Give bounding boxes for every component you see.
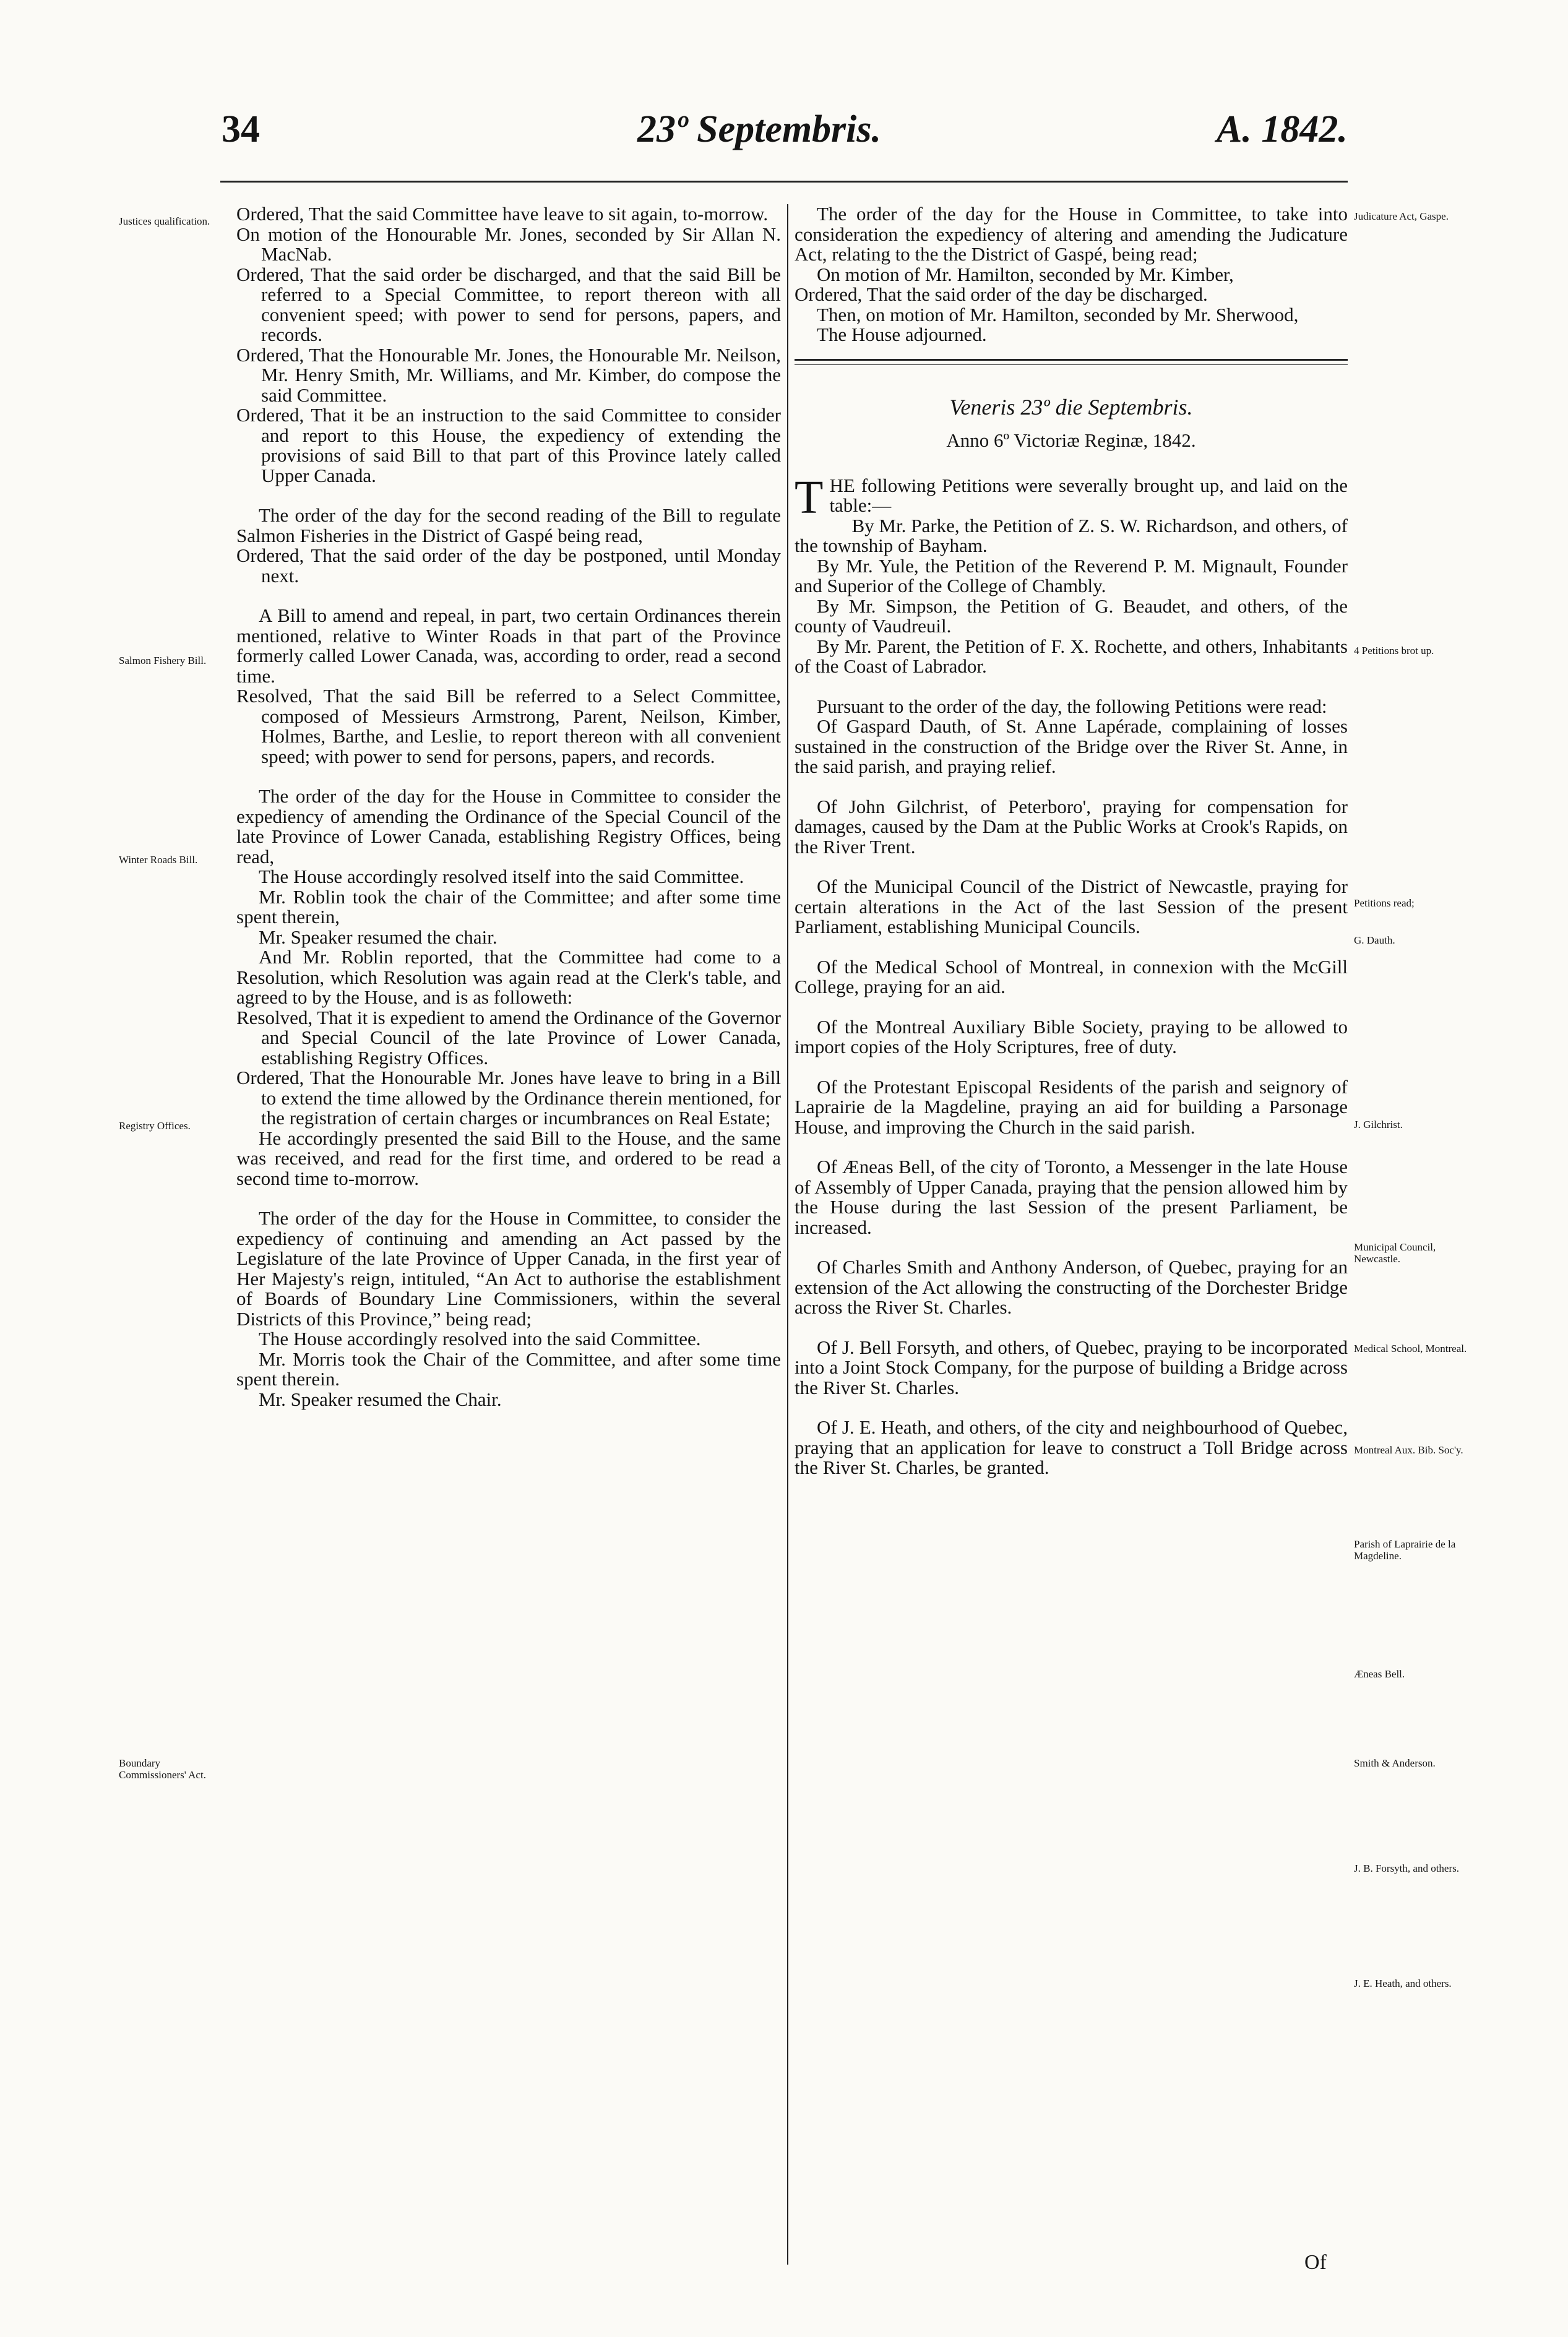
petition: Of John Gilchrist, of Peterboro', praying for compensation for damages, caused by the Dam at the Public Works at Crook's Rapids, on the River Trent.	[795, 795, 1348, 858]
margin-note: J. B. Forsyth, and others.	[1354, 1862, 1459, 1874]
header-rule	[220, 181, 1348, 183]
page-date: 23º Septembris.	[637, 108, 882, 150]
day-heading: Veneris 23º die Septembris.	[949, 394, 1193, 420]
right-column	[795, 204, 1348, 1478]
paragraph: Mr. Roblin took the chair of the Committee; and after some time spent therein,	[236, 885, 781, 927]
paragraph: He accordingly presented the said Bill to the House, and the same was received, and read for the first time, and ordered to be read a second time to-morrow.	[236, 1127, 781, 1189]
paragraph: Mr. Morris took the Chair of the Committee, and after some time spent therein.	[236, 1348, 781, 1390]
margin-note: Medical School, Montreal.	[1354, 1343, 1467, 1354]
paragraph: And Mr. Roblin reported, that the Committee had come to a Resolution, which Resolution was again read at the Clerk's table, and agreed to by the House, and is as followeth:	[236, 946, 781, 1008]
paragraph: The order of the day for the second reading of the Bill to regulate Salmon Fisheries in the District of Gaspé being read,	[236, 504, 781, 546]
intro-text: HE following Petitions were severally brought up, and laid on the table:—	[829, 474, 1348, 516]
petition: Of Charles Smith and Anthony Anderson, of Quebec, praying for an extension of the Act allowing the constructing of the Dorchester Bridge across the River St. Charles.	[795, 1256, 1348, 1318]
petitions-intro	[795, 471, 1348, 523]
section-double-rule	[795, 359, 1348, 365]
paragraph: The House accordingly resolved into the said Committee.	[259, 1328, 701, 1349]
paragraph: By Mr. Parent, the Petition of F. X. Rochette, and others, Inhabitants of the Coast of Labrador.	[795, 635, 1348, 677]
paragraph: The order of the day for the House in Committee to consider the expediency of amending the Ordinance of the Special Council of the late Province of Lower Canada, establishing Registry Offices, being read,	[236, 785, 781, 867]
margin-note: Registry Offices.	[119, 1120, 191, 1132]
paragraph: Mr. Speaker resumed the Chair.	[259, 1388, 502, 1410]
paragraph: The House accordingly resolved itself into the said Committee.	[259, 866, 744, 887]
margin-note: Judicature Act, Gaspe.	[1354, 210, 1449, 222]
paragraph: Ordered, That the Honourable Mr. Jones have leave to bring in a Bill to extend the time allowed by the Ordinance therein mentioned, for the registration of certain charges or incumbrances on Real Estate;	[236, 1067, 781, 1129]
petition: Of Gaspard Dauth, of St. Anne Lapérade, complaining of losses sustained in the construction of the Bridge over the River St. Anne, in the said parish, and praying relief.	[795, 715, 1348, 777]
margin-note: J. Gilchrist.	[1354, 1119, 1403, 1130]
paragraph: By Mr. Yule, the Petition of the Reverend P. M. Mignault, Founder and Superior of the College of Chambly.	[795, 554, 1348, 596]
drop-cap: T	[795, 471, 824, 523]
paragraph: On motion of Mr. Hamilton, seconded by Mr. Kimber,	[817, 263, 1234, 285]
margin-note: Æneas Bell.	[1354, 1668, 1405, 1680]
margin-note: J. E. Heath, and others.	[1354, 1978, 1452, 1989]
catchword: Of	[1304, 2251, 1327, 2274]
anno-line: Anno 6º Victoriæ Reginæ, 1842.	[946, 429, 1196, 451]
margin-note: G. Dauth.	[1354, 934, 1395, 946]
petition: Of the Medical School of Montreal, in connexion with the McGill College, praying for an aid.	[795, 955, 1348, 997]
petition: Of the Montreal Auxiliary Bible Society, praying to be allowed to import copies of the Holy Scriptures, free of duty.	[795, 1015, 1348, 1057]
paragraph: On motion of the Honourable Mr. Jones, seconded by Sir Allan N. MacNab.	[236, 223, 781, 265]
margin-note: Justices qualification.	[119, 215, 210, 227]
margin-note: Salmon Fishery Bill.	[119, 655, 207, 666]
paragraph: Then, on motion of Mr. Hamilton, seconded by Mr. Sherwood,	[817, 303, 1299, 325]
margin-note: Montreal Aux. Bib. Soc'y.	[1354, 1444, 1463, 1456]
page-number: 34	[222, 108, 260, 150]
petition: Of the Protestant Episcopal Residents of the parish and seignory of Laprairie de la Magdeline, praying an aid for building a Parsonage House, and improving the Church in the said parish.	[795, 1075, 1348, 1138]
paragraph: Ordered, That the Honourable Mr. Jones, the Honourable Mr. Neilson, Mr. Henry Smith, Mr. Williams, and Mr. Kimber, do compose the said Committee.	[236, 343, 781, 406]
margin-note: Petitions read;	[1354, 897, 1415, 909]
margin-note: Smith & Anderson.	[1354, 1757, 1436, 1769]
paragraph: The House adjourned.	[817, 324, 987, 345]
paragraph: Ordered, That the said order of the day be postponed, until Monday next.	[236, 544, 781, 587]
paragraph: By Mr. Parke, the Petition of Z. S. W. Richardson, and others, of the township of Bayham.	[795, 514, 1348, 556]
paragraph: Resolved, That it is expedient to amend the Ordinance of the Governor and Special Council of the late Province of Lower Canada, establishing Registry Offices.	[236, 1006, 781, 1069]
paragraph: Resolved, That the said Bill be referred to a Select Committee, composed of Messieurs Armstrong, Parent, Neilson, Kimber, Holmes, Barthe, and Leslie, to report thereon with all convenient speed; with power to send for persons, papers, and records.	[236, 685, 781, 767]
paragraph: A Bill to amend and repeal, in part, two certain Ordinances therein mentioned, relative to Winter Roads in that part of the Province formerly called Lower Canada, was, according to order, read a second time.	[236, 605, 781, 687]
paragraph: By Mr. Simpson, the Petition of G. Beaudet, and others, of the county of Vaudreuil.	[795, 595, 1348, 637]
paragraph: Ordered, That the said order be discharged, and that the said Bill be referred to a Special Committee, to report thereon with all convenient speed; with power to send for persons, papers, and records.	[236, 263, 781, 345]
paragraph: The order of the day for the House in Committee, to consider the expediency of continuing and amending an Act passed by the Legislature of the late Province of Upper Canada, in the first year of Her Majesty's reign, intituled, “An Act to authorise the establishment of Boards of Boundary Line Commissioners, within the several Districts of this Province,” being read;	[236, 1207, 781, 1330]
paragraph: The order of the day for the House in Committee, to take into consideration the expediency of altering and amending the Judicature Act, relating to the the District of Gaspé, being read;	[795, 203, 1348, 265]
left-column	[236, 204, 781, 1410]
margin-note: Parish of Laprairie de la Magdeline.	[1354, 1538, 1456, 1562]
petition: Of the Municipal Council of the District of Newcastle, praying for certain alterations in the Act of the last Session of the present Parliament, establishing Municipal Councils.	[795, 876, 1348, 937]
petition: Of J. E. Heath, and others, of the city and neighbourhood of Quebec, praying that an application for leave to construct a Toll Bridge across the River St. Charles, be granted.	[795, 1416, 1348, 1478]
page-year: A. 1842.	[1217, 108, 1348, 150]
paragraph: Ordered, That the said order of the day be discharged.	[795, 283, 1208, 305]
petition: Of Æneas Bell, of the city of Toronto, a Messenger in the late House of Assembly of Upper Canada, praying that the pension allowed him by the House during the last Session of the present Parliament, be increased.	[795, 1156, 1348, 1238]
margin-note: Municipal Council, Newcastle.	[1354, 1241, 1436, 1265]
margin-note: Winter Roads Bill.	[119, 854, 198, 866]
column-divider	[787, 204, 788, 2265]
petition: Of J. Bell Forsyth, and others, of Quebec, praying to be incorporated into a Joint Stock Company, for the purpose of building a Bridge across the River St. Charles.	[795, 1336, 1348, 1398]
margin-note: 4 Petitions brot up.	[1354, 645, 1434, 656]
paragraph: Mr. Speaker resumed the chair.	[259, 926, 498, 948]
paragraph: Ordered, That it be an instruction to the said Committee to consider and report to this House, the expediency of extending the provisions of said Bill to that part of this Province lately called Upper Canada.	[236, 404, 781, 486]
paragraph: Ordered, That the said Committee have leave to sit again, to-morrow.	[236, 203, 769, 225]
paragraph: Pursuant to the order of the day, the following Petitions were read:	[817, 695, 1327, 717]
margin-note: Boundary Commissioners' Act.	[119, 1757, 206, 1781]
